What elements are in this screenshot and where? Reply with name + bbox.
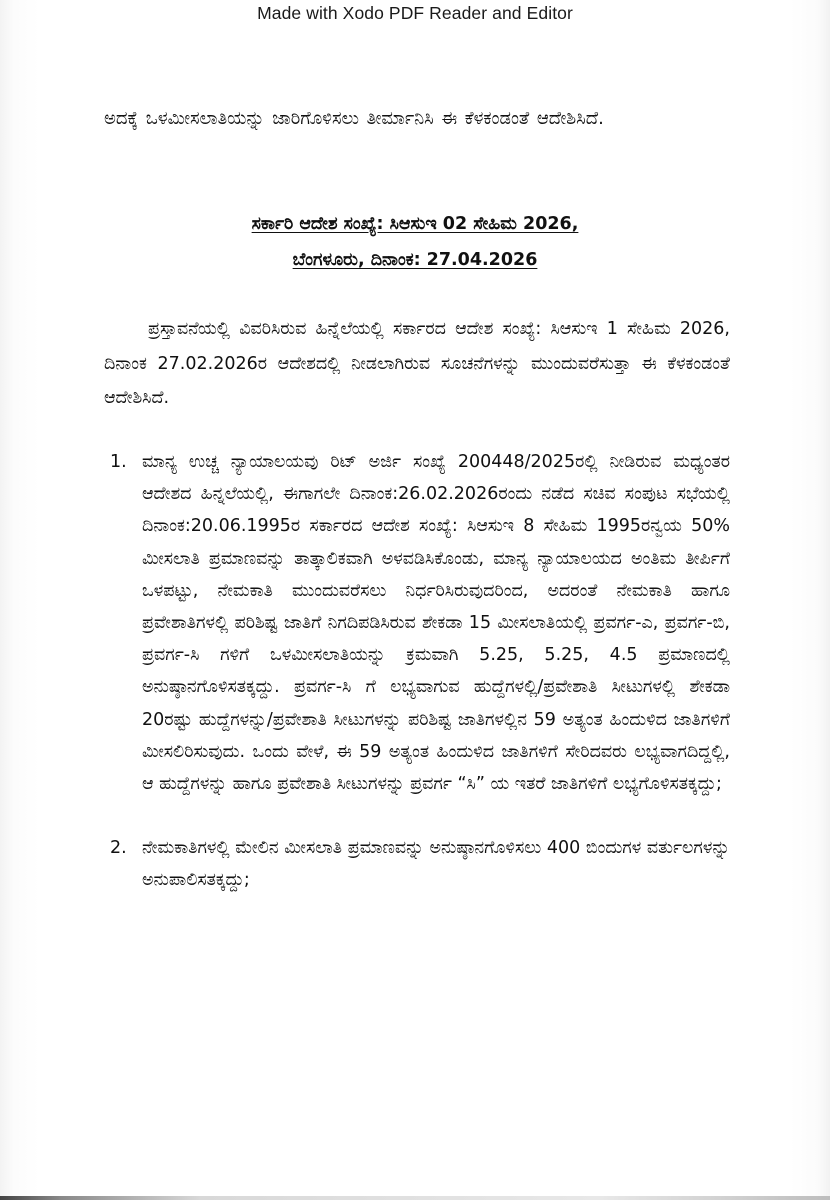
- order-item-1: [104, 446, 730, 800]
- order-place-date-heading: ಬೆಂಗಳೂರು, ದಿನಾಂಕ: 27.04.2026: [292, 250, 538, 270]
- order-list: [104, 446, 730, 897]
- xodo-watermark: Made with Xodo PDF Reader and Editor: [257, 3, 573, 23]
- intro-paragraph: ಅದಕ್ಕೆ ಒಳಮೀಸಲಾತಿಯನ್ನು ಜಾರಿಗೊಳಿಸಲು ತೀರ್ಮಾನಿಸಿ ಈ ಕೆಳಕಂಡಂತೆ ಆದೇಶಿಸಿದೆ.: [104, 108, 604, 129]
- preamble-paragraph: [104, 312, 730, 416]
- preamble-text: ಪ್ರಸ್ತಾವನೆಯಲ್ಲಿ ವಿವರಿಸಿರುವ ಹಿನ್ನೆಲೆಯಲ್ಲಿ ಸರ್ಕಾರದ ಆದೇಶ ಸಂಖ್ಯೆ: ಸಿಆಸುಇ 1 ಸೇಹಿಮ 2026, ದಿನಾಂಕ 27.02.2026ರ ಆದೇಶದಲ್ಲಿ ನೀಡಲಾಗಿರುವ ಸೂಚನೆಗಳನ್ನು ಮುಂದುವರೆಸುತ್ತಾ ಈ ಕೆಳಕಂಡಂತೆ ಆದೇಶಿಸಿದೆ.: [104, 319, 730, 408]
- order-item-text: ಮಾನ್ಯ ಉಚ್ಚ ನ್ಯಾಯಾಲಯವು ರಿಟ್ ಅರ್ಜಿ ಸಂಖ್ಯೆ 200448/2025ರಲ್ಲಿ ನೀಡಿರುವ ಮಧ್ಯಂತರ ಆದೇಶದ ಹಿನ್ನಲೆಯಲ್ಲಿ, ಈಗಾಗಲೇ ದಿನಾಂಕ:26.02.2026ರಂದು ನಡೆದ ಸಚಿವ ಸಂಪುಟ ಸಭೆಯಲ್ಲಿ ದಿನಾಂಕ:20.06.1995ರ ಸರ್ಕಾರದ ಆದೇಶ ಸಂಖ್ಯೆ: ಸಿಆಸುಇ 8 ಸೇಹಿಮ 1995ರನ್ವಯ 50% ಮೀಸಲಾತಿ ಪ್ರಮಾಣವನ್ನು ತಾತ್ಕಾಲಿಕವಾಗಿ ಅಳವಡಿಸಿಕೊಂಡು, ಮಾನ್ಯ ನ್ಯಾಯಾಲಯದ ಅಂತಿಮ ತೀರ್ಪಿಗೆ ಒಳಪಟ್ಟು, ನೇಮಕಾತಿ ಮುಂದುವರೆಸಲು ನಿರ್ಧರಿಸಿರುವುದರಿಂದ, ಅದರಂತೆ ನೇಮಕಾತಿ ಹಾಗೂ ಪ್ರವೇಶಾತಿಗಳಲ್ಲಿ ಪರಿಶಿಷ್ಟ ಜಾತಿಗೆ ನಿಗದಿಪಡಿಸಿರುವ ಶೇಕಡಾ 15 ಮೀಸಲಾತಿಯಲ್ಲಿ ಪ್ರವರ್ಗ-ಎ, ಪ್ರವರ್ಗ-ಬಿ, ಪ್ರವರ್ಗ-ಸಿ ಗಳಿಗೆ ಒಳಮೀಸಲಾತಿಯನ್ನು ಕ್ರಮವಾಗಿ 5.25, 5.25, 4.5 ಪ್ರಮಾಣದಲ್ಲಿ ಅನುಷ್ಠಾನಗೊಳಿಸತಕ್ಕದ್ದು. ಪ್ರವರ್ಗ-ಸಿ ಗೆ ಲಭ್ಯವಾಗುವ ಹುದ್ದೆಗಳಲ್ಲಿ/ಪ್ರವೇಶಾತಿ ಸೀಟುಗಳಲ್ಲಿ ಶೇಕಡಾ 20ರಷ್ಟು ಹುದ್ದೆಗಳನ್ನು/ಪ್ರವೇಶಾತಿ ಸೀಟುಗಳನ್ನು ಪರಿಶಿಷ್ಟ ಜಾತಿಗಳಲ್ಲಿನ 59 ಅತ್ಯಂತ ಹಿಂದುಳಿದ ಜಾತಿಗಳಿಗೆ ಮೀಸಲಿರಿಸುವುದು. ಒಂದು ವೇಳೆ, ಈ 59 ಅತ್ಯಂತ ಹಿಂದುಳಿದ ಜಾತಿಗಳಿಗೆ ಸೇರಿದವರು ಲಭ್ಯವಾಗದಿದ್ದಲ್ಲಿ, ಆ ಹುದ್ದೆಗಳನ್ನು ಹಾಗೂ ಪ್ರವೇಶಾತಿ ಸೀಟುಗಳನ್ನು ಪ್ರವರ್ಗ “ಸಿ” ಯ ಇತರೆ ಜಾತಿಗಳಿಗೆ ಲಭ್ಯಗೊಳಿಸತಕ್ಕದ್ದು;: [142, 452, 730, 795]
- order-item-number: 1.: [110, 452, 127, 472]
- order-number-heading: ಸರ್ಕಾರಿ ಆದೇಶ ಸಂಖ್ಯೆ: ಸಿಆಸುಇ 02 ಸೇಹಿಮ 2026,: [251, 214, 579, 234]
- scan-edge-line: [0, 1196, 830, 1200]
- order-item-number: 2.: [110, 838, 127, 859]
- order-item-text: ನೇಮಕಾತಿಗಳಲ್ಲಿ ಮೇಲಿನ ಮೀಸಲಾತಿ ಪ್ರಮಾಣವನ್ನು ಅನುಷ್ಠಾನಗೊಳಿಸಲು 400 ಬಿಂದುಗಳ ವರ್ತುಲಗಳನ್ನು ಅನುಪಾಲಿಸತಕ್ಕದ್ದು;: [142, 838, 730, 891]
- order-item-2: [104, 832, 730, 896]
